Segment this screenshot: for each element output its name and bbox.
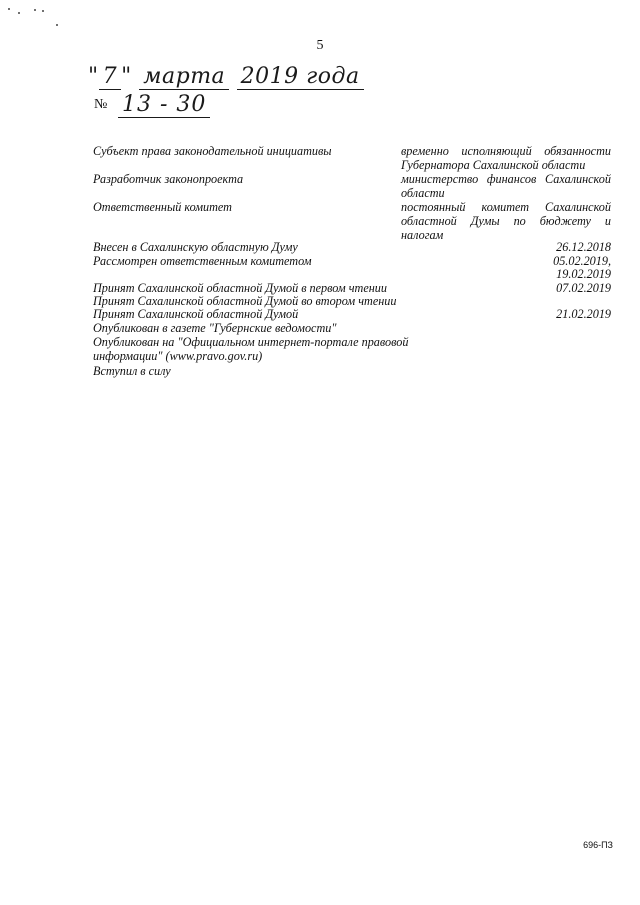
detail-label: Субъект права законодательной инициативы [93,144,332,158]
date-year: 2019 года [237,64,364,90]
event-date: 26.12.2018 [556,240,611,254]
detail-label: Разработчик законопроекта [93,172,244,186]
detail-value-line: Губернатора Сахалинской области [401,158,586,172]
event-label: Рассмотрен ответственным комитетом [93,254,312,268]
handwritten-number: 13 - 30 [118,92,210,118]
detail-value-line: министерство финансов Сахалинской [401,172,611,186]
event-label: Внесен в Сахалинскую областную Думу [93,240,298,254]
event-label: Опубликован на "Официальном интернет-портале правовой [93,335,409,349]
event-date: 07.02.2019 [556,281,611,295]
event-label: Принят Сахалинской областной Думой [93,307,299,321]
date-month: марта [139,64,229,90]
scan-speck [34,9,36,11]
event-label: информации" (www.pravo.gov.ru) [93,349,263,363]
detail-value-line: налогам [401,228,444,242]
event-date: 05.02.2019, [553,254,611,268]
scan-speck [56,24,58,26]
detail-label: Ответственный комитет [93,200,232,214]
event-label: Принят Сахалинской областной Думой во втором чтении [93,294,397,308]
event-label: Вступил в силу [93,364,171,378]
detail-value-line: областной Думы по бюджету и [401,214,611,228]
number-label: № [94,97,108,112]
scan-speck [18,12,20,14]
detail-value-line: области [401,186,445,200]
document-code: 696-ПЗ [583,840,613,850]
event-label: Принят Сахалинской областной Думой в первом чтении [93,281,387,295]
event-date: 21.02.2019 [556,307,611,321]
detail-value-line: постоянный комитет Сахалинской [401,200,611,214]
detail-value-line: временно исполняющий обязанности [401,144,611,158]
event-date: 19.02.2019 [556,267,611,281]
handwritten-date: " 7 " марта 2019 года [88,64,364,89]
date-day: 7 [99,64,122,90]
event-label: Опубликован в газете "Губернские ведомости" [93,321,337,335]
scan-speck [42,10,44,12]
scan-speck [8,8,10,10]
page-number: 5 [316,38,324,53]
